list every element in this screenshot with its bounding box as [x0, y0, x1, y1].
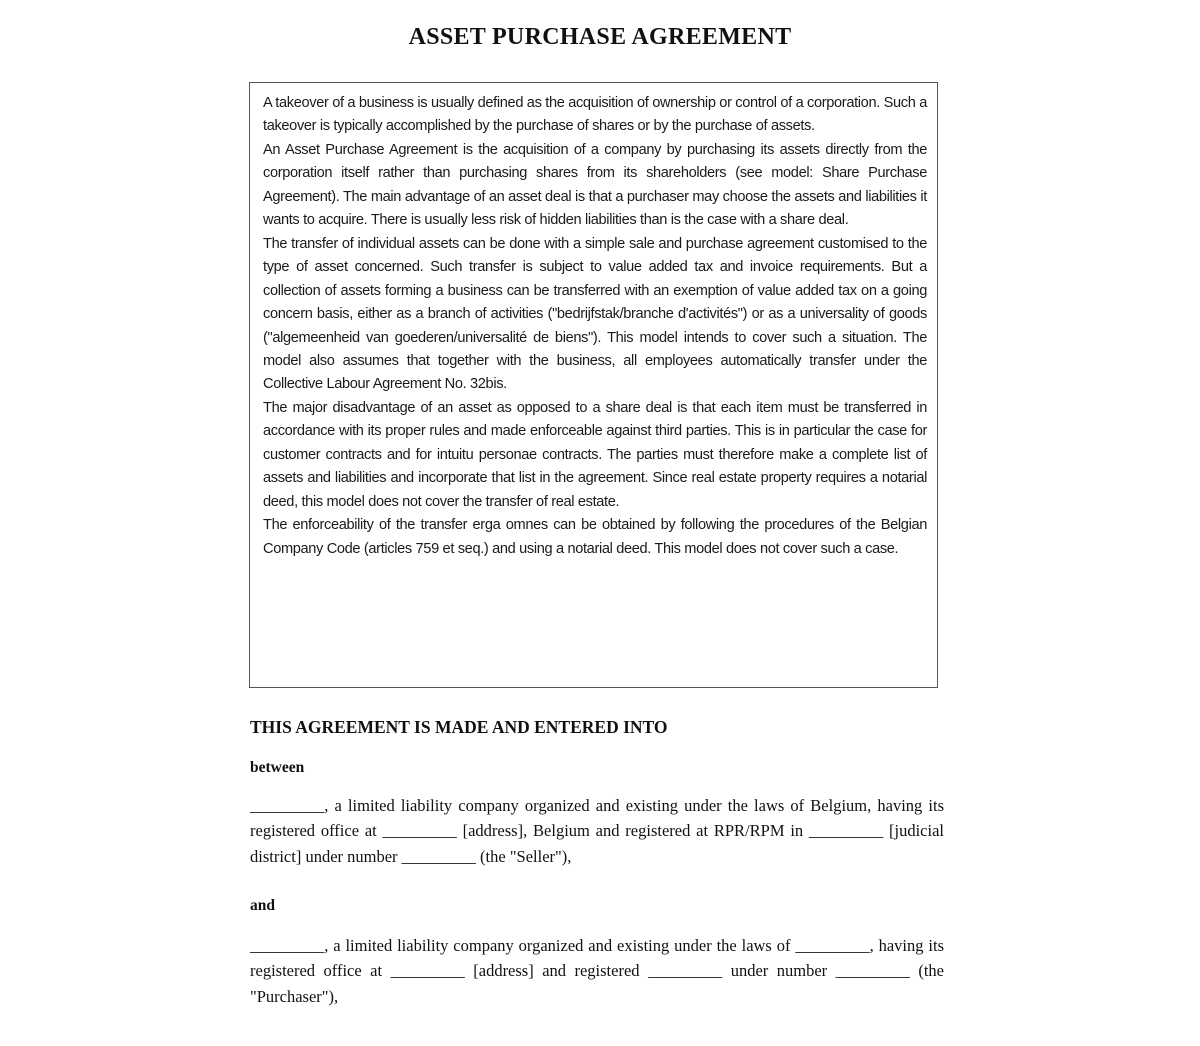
and-label: and [250, 897, 275, 914]
intro-paragraph: A takeover of a business is usually defined as the acquisition of ownership or control of a corporation. Such a takeover is typically accomplished by the purchase of shares or by the purchase of assets. [263, 95, 927, 135]
document-title: ASSET PURCHASE AGREEMENT [408, 24, 792, 50]
between-label: between [250, 759, 305, 776]
purchaser-clause [250, 933, 944, 1009]
intro-box [249, 82, 938, 688]
intro-paragraph: The transfer of individual assets can be done with a simple sale and purchase agreement customised to the type of asset concerned. Such transfer is subject to value added tax and invoice requirements. But a collection of assets forming a business can be transferred with an exemption of value added tax on a going concern basis, either as a branch of activities ("bedrijfstak/branche d'activités") or as a universality of goods ("algemeenheid van goederen/universalité de biens"). This model intends to cover such a situation. The model also assumes that together with the business, all employees automatically transfer under the Collective Labour Agreement No. 32bis. [263, 235, 927, 393]
intro-paragraph: An Asset Purchase Agreement is the acquisition of a company by purchasing its assets directly from the corporation itself rather than purchasing shares from its shareholders (see model: Share Purchase Agreement). The main advantage of an asset deal is that a purchaser may choose the assets and liabilities it wants to acquire. There is usually less risk of hidden liabilities than is the case with a share deal. [263, 141, 927, 229]
seller-clause [250, 793, 944, 869]
intro-paragraph: The enforceability of the transfer erga omnes can be obtained by following the procedures of the Belgian Company Code (articles 759 et seq.) and using a notarial deed. This model does not cover such a case. [263, 517, 927, 557]
agreement-heading: THIS AGREEMENT IS MADE AND ENTERED INTO [250, 717, 668, 737]
seller-clause-text: _________, a limited liability company organized and existing under the laws of Belgium, having its registered office at _________ [address], Belgium and registered at RPR/RPM in _________ [judicial district] under number _________ (the "Seller"), [250, 796, 944, 866]
purchaser-clause-text: _________, a limited liability company organized and existing under the laws of _________, having its registered office at _________ [address] and registered _________ under number _________ (the "Purchaser"), [250, 936, 944, 1006]
intro-paragraph: The major disadvantage of an asset as opposed to a share deal is that each item must be transferred in accordance with its proper rules and made enforceable against third parties. This is in particular the case for customer contracts and for intuitu personae contracts. The parties must therefore make a complete list of assets and liabilities and incorporate that list in the agreement. Since real estate property requires a notarial deed, this model does not cover the transfer of real estate. [263, 399, 927, 510]
